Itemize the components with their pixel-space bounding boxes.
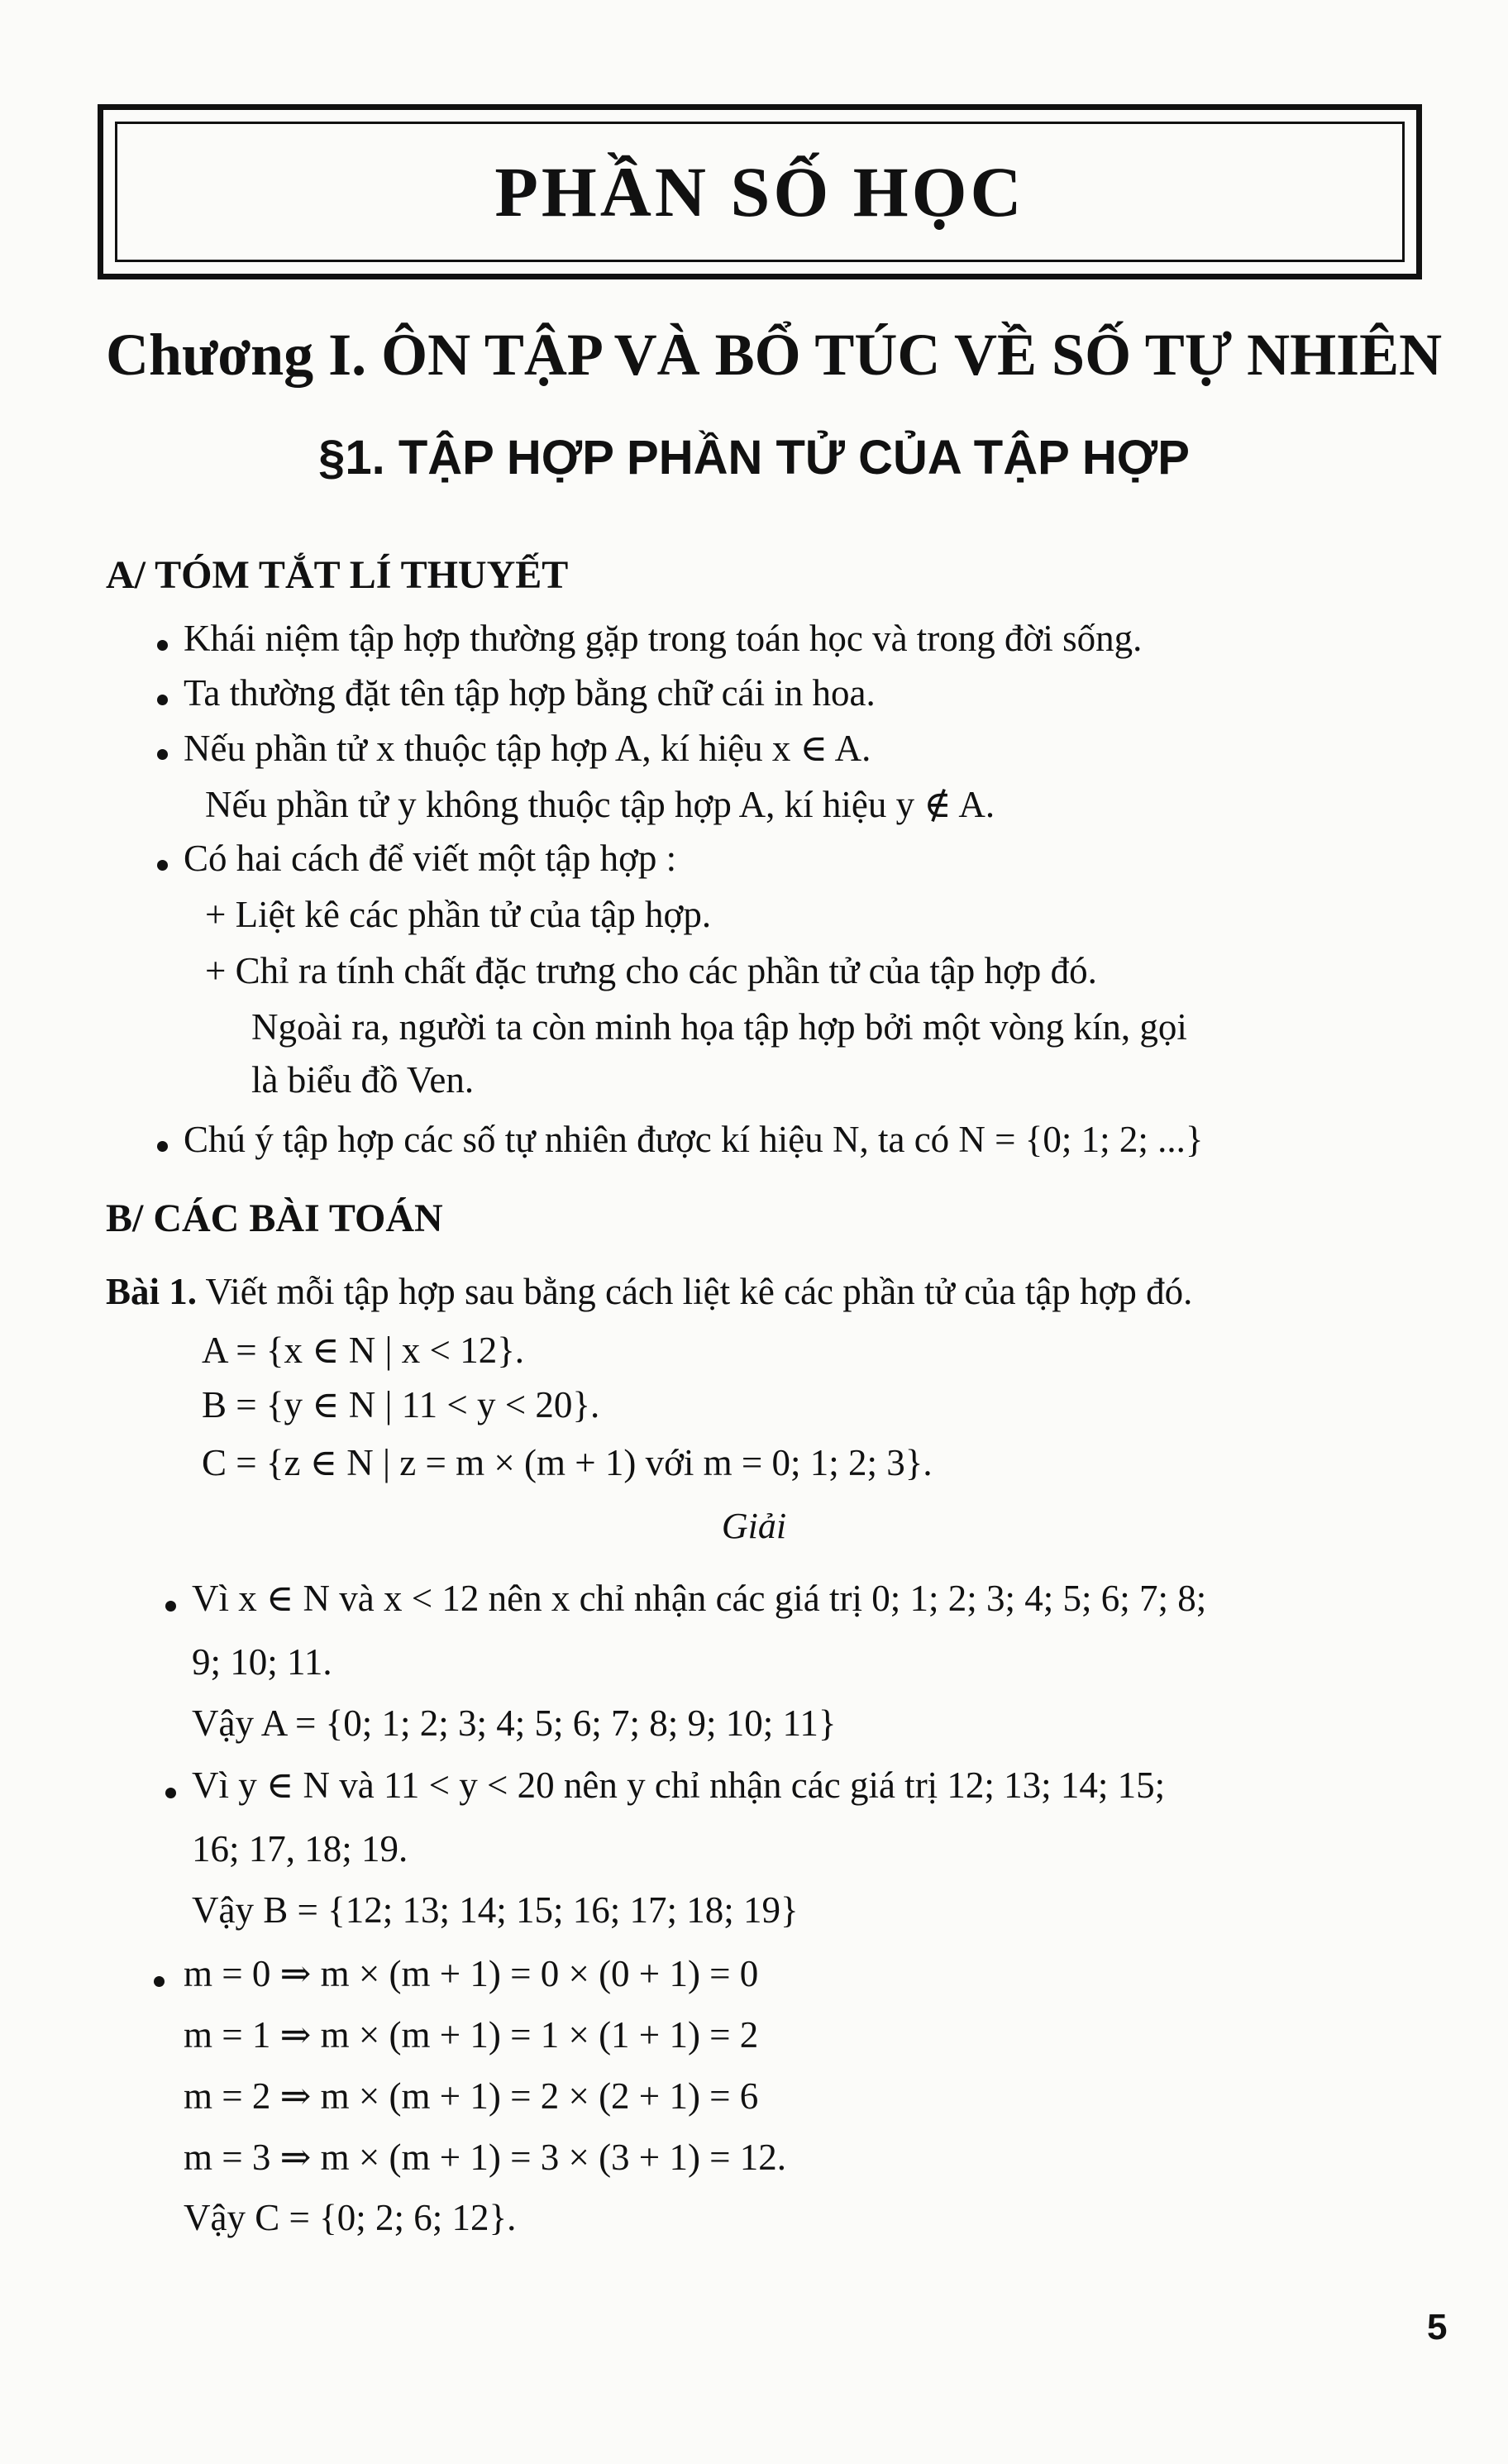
theory-line: Khái niệm tập hợp thường gặp trong toán học và trong đời sống. (184, 618, 1143, 659)
problem-set-line: B = {y ∈ N | 11 < y < 20}. (202, 1384, 600, 1425)
bullet-icon (157, 860, 168, 871)
theory-line: Ngoài ra, người ta còn minh họa tập hợp bởi một vòng kín, gọi (251, 1006, 1187, 1048)
problem-label: Bài 1. (106, 1271, 198, 1312)
part-title: PHẦN SỐ HỌC (494, 152, 1025, 232)
problem-set-line: C = {z ∈ N | z = m × (m + 1) với m = 0; 1; 2; 3}. (202, 1442, 933, 1483)
bullet-icon (165, 1601, 176, 1612)
solution-label: Giải (721, 1506, 787, 1546)
solution-line: Vậy C = {0; 2; 6; 12}. (184, 2197, 517, 2238)
bullet-icon (157, 640, 168, 651)
bullet-icon (154, 1976, 165, 1987)
bullet-icon (157, 1141, 168, 1152)
chapter-title: Chương I. ÔN TẬP VÀ BỔ TÚC VỀ SỐ TỰ NHIÊN (106, 322, 1443, 388)
theory-line: Nếu phần tử x thuộc tập hợp A, kí hiệu x ∈ A. (184, 728, 871, 769)
part-title-frame (98, 104, 1422, 279)
section-title: §1. TẬP HỢP PHẦN TỬ CỦA TẬP HỢP (318, 431, 1190, 485)
theory-heading: A/ TÓM TẮT LÍ THUYẾT (106, 553, 569, 597)
solution-line: Vậy A = {0; 1; 2; 3; 4; 5; 6; 7; 8; 9; 10; 11} (192, 1702, 837, 1744)
bullet-icon (157, 749, 168, 760)
bullet-icon (165, 1788, 176, 1798)
theory-line: + Chỉ ra tính chất đặc trưng cho các phần tử của tập hợp đó. (205, 950, 1097, 991)
part-title-inner-frame (115, 122, 1405, 262)
theory-line: Có hai cách để viết một tập hợp : (184, 838, 677, 879)
problems-heading: B/ CÁC BÀI TOÁN (106, 1196, 443, 1240)
page-number: 5 (1427, 2307, 1448, 2347)
theory-line: là biểu đồ Ven. (251, 1059, 475, 1101)
solution-line: m = 2 ⇒ m × (m + 1) = 2 × (2 + 1) = 6 (184, 2075, 759, 2117)
problem-text: Viết mỗi tập hợp sau bằng cách liệt kê các phần tử của tập hợp đó. (205, 1271, 1193, 1312)
theory-line: + Liệt kê các phần tử của tập hợp. (205, 894, 712, 935)
theory-line: Ta thường đặt tên tập hợp bằng chữ cái in hoa. (184, 672, 876, 714)
problem-statement (106, 1270, 1192, 1313)
solution-line: 16; 17, 18; 19. (192, 1828, 408, 1869)
theory-line: Chú ý tập hợp các số tự nhiên được kí hiệu N, ta có N = {0; 1; 2; ...} (184, 1119, 1204, 1160)
problem-set-line: A = {x ∈ N | x < 12}. (202, 1330, 525, 1371)
solution-line: 9; 10; 11. (192, 1641, 332, 1683)
solution-line: m = 0 ⇒ m × (m + 1) = 0 × (0 + 1) = 0 (184, 1953, 759, 1994)
bullet-icon (157, 695, 168, 705)
solution-line: m = 1 ⇒ m × (m + 1) = 1 × (1 + 1) = 2 (184, 2014, 759, 2056)
solution-line: Vì y ∈ N và 11 < y < 20 nên y chỉ nhận các giá trị 12; 13; 14; 15; (192, 1764, 1166, 1806)
theory-line: Nếu phần tử y không thuộc tập hợp A, kí hiệu y ∉ A. (205, 784, 995, 825)
solution-line: Vậy B = {12; 13; 14; 15; 16; 17; 18; 19} (192, 1889, 799, 1931)
solution-line: Vì x ∈ N và x < 12 nên x chỉ nhận các giá trị 0; 1; 2; 3; 4; 5; 6; 7; 8; (192, 1578, 1207, 1619)
solution-line: m = 3 ⇒ m × (m + 1) = 3 × (3 + 1) = 12. (184, 2137, 787, 2178)
